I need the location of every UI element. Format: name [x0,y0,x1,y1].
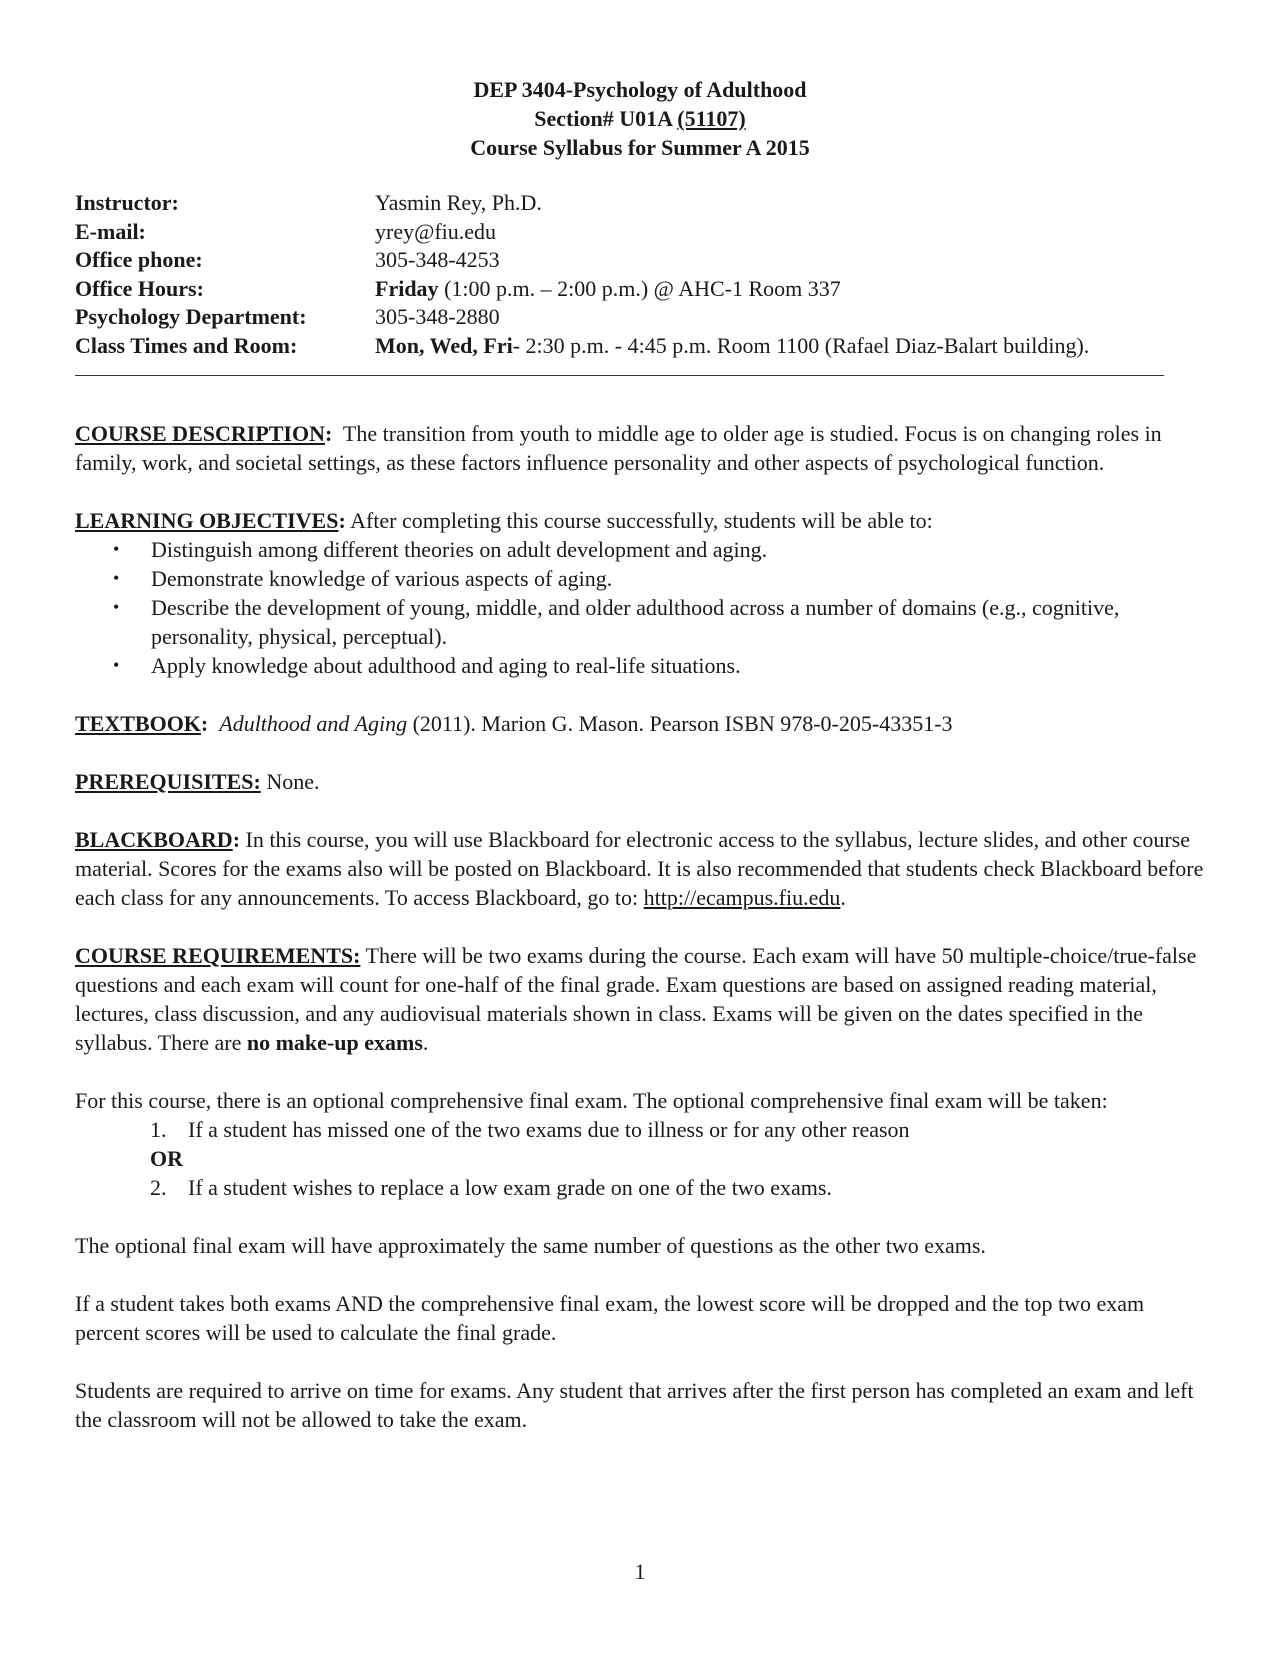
same-number-note: The optional final exam will have approximately the same number of questions as the other two exams. [75,1232,986,1258]
learning-objectives-list [75,535,1205,680]
list-number: 1. [150,1116,167,1142]
arrival-policy: Students are required to arrive on time for exams. Any student that arrives after the first person has completed an exam and left the classroom will not be allowed to take the exam. [75,1377,1194,1432]
class-times-details: - 2:30 p.m. - 4:45 p.m. Room 1100 (Rafael Diaz-Balart building). [512,332,1090,358]
section-number: (51107) [677,106,746,131]
office-hours-label: Office Hours: [75,275,204,301]
phone-row [75,246,1205,275]
textbook-label: TEXTBOOK [75,710,201,736]
list-item: • Demonstrate knowledge of various aspects of aging. [113,565,613,591]
bullet-icon: • [113,654,120,675]
bullet-icon: • [113,538,120,559]
textbook-colon: : [200,710,209,736]
instructor-row [75,189,1205,218]
textbook [75,709,1205,738]
final-exam-conditions [75,1115,1205,1144]
course-requirements-label: COURSE REQUIREMENTS: [75,942,361,968]
page-number: 1 [634,1559,646,1584]
course-description [75,419,1205,477]
list-number: 2. [150,1174,167,1200]
office-hours-details: (1:00 p.m. – 2:00 p.m.) @ AHC-1 Room 337 [438,275,841,301]
list-item: • Apply knowledge about adulthood and aging to real-life situations. [113,652,741,678]
instructor-info [75,189,1205,361]
list-item: 1. If a student has missed one of the two exams due to illness or for any other reason [150,1116,910,1142]
class-days: Mon, Wed, Fri [375,332,513,358]
phone-value: 305-348-4253 [375,247,500,273]
prerequisites-label: PREREQUISITES: [75,768,261,794]
blackboard [75,825,1205,912]
bullet-icon: • [113,596,120,617]
prerequisites [75,767,1205,796]
textbook-title: Adulthood and Aging [219,710,408,736]
course-title: DEP 3404-Psychology of Adulthood [473,77,807,102]
course-description-text: The transition from youth to middle age to older age is studied. Focus is on changing roles in family, work, and societal settings, as these factors influence personality and other aspects of psychological function. [75,420,1168,475]
lowest-score-note: If a student takes both exams AND the comprehensive final exam, the lowest score will be dropped and the top two exam percent scores will be used to calculate the final grade. [75,1290,1145,1345]
learning-objectives-text: After completing this course successfully, students will be able to: [345,507,933,533]
or-separator: OR [150,1145,183,1171]
department-row [75,303,1205,332]
no-makeup-emphasis: no make-up exams [246,1029,423,1055]
office-hours-row [75,275,1205,304]
department-value: 305-348-2880 [375,304,500,330]
bullet-icon: • [113,567,120,588]
email-row [75,218,1205,247]
syllabus-page [75,75,1205,1434]
final-exam-conditions-2 [75,1173,1205,1202]
learning-objectives-colon: : [338,507,346,533]
class-times-row [75,332,1205,361]
phone-label: Office phone: [75,247,203,273]
prerequisites-text: None. [260,768,320,794]
textbook-details: (2011). Marion G. Mason. Pearson ISBN 978-0-205-43351-3 [407,710,953,736]
blackboard-link[interactable]: http://ecampus.fiu.edu [643,884,841,910]
learning-objectives-intro [75,506,1205,535]
section-prefix: Section# U01A [534,106,678,131]
email-value: yrey@fiu.edu [375,218,497,244]
list-item: • Describe the development of young, middle, and older adulthood across a number of domains (e.g., cognitive, personality, physical, perceptual). [113,594,1120,649]
instructor-label: Instructor: [75,190,179,215]
blackboard-label: BLACKBOARD [75,826,233,852]
blackboard-colon: : [232,826,241,852]
instructor-value: Yasmin Rey, Ph.D. [375,190,542,215]
course-requirements-text: There will be two exams during the course. Each exam will have 50 multiple-choice/true-false questions and each exam will count for one-half of the final grade. Exam questions are based on assigned reading material, lectures, class discussion, and any audiovisual materials shown in class. Exams will be given on the dates specified in the syllabus. There are [75,942,1197,1055]
horizontal-divider [75,375,1164,376]
email-label: E-mail: [75,218,146,244]
department-label: Psychology Department: [75,304,307,330]
class-times-label: Class Times and Room: [75,332,298,358]
course-requirements-end: . [422,1029,429,1055]
blackboard-text: In this course, you will use Blackboard for electronic access to the syllabus, lecture slides, and other course material. Scores for the exams also will be posted on Blackboard. It is also recommended that students check Blackboard before each class for any announcements. To access Blackboard, go to: [75,826,1204,910]
office-hours-day: Friday [375,275,439,301]
course-description-label: COURSE DESCRIPTION [75,420,325,446]
class-times-value [375,332,1205,361]
syllabus-term: Course Syllabus for Summer A 2015 [470,135,810,160]
office-hours-value [375,275,1205,304]
course-description-colon: : [325,420,333,446]
section-line [75,104,1205,133]
list-item: • Distinguish among different theories on adult development and aging. [113,536,768,562]
final-exam-intro: For this course, there is an optional comprehensive final exam. The optional comprehensive final exam will be taken: [75,1087,1108,1113]
course-requirements [75,941,1205,1057]
blackboard-end: . [840,884,846,910]
list-item: 2. If a student wishes to replace a low exam grade on one of the two exams. [150,1174,832,1200]
learning-objectives-label: LEARNING OBJECTIVES [75,507,339,533]
